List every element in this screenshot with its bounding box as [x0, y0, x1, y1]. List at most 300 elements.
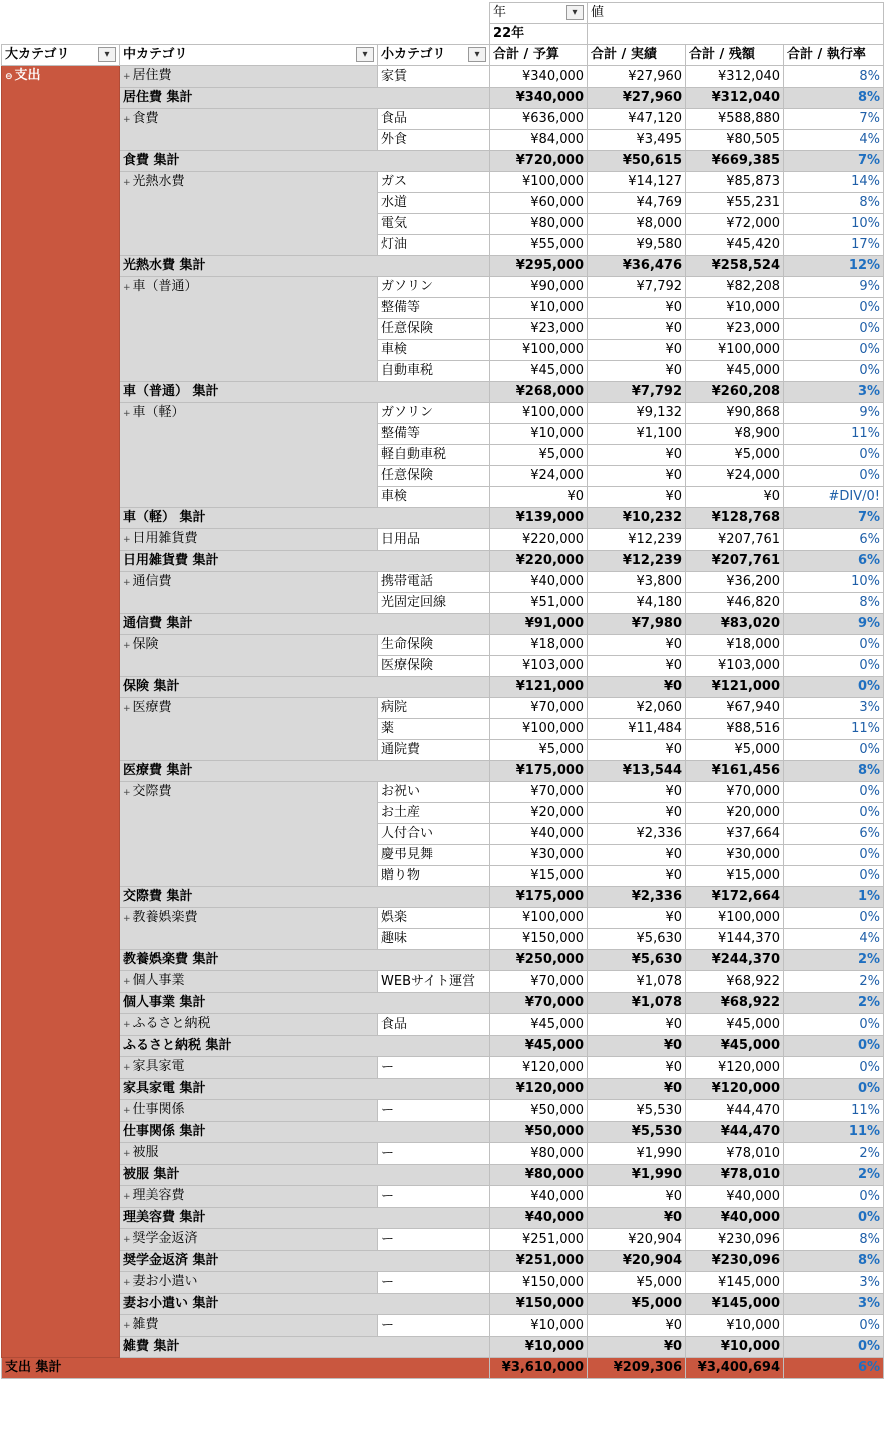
- minor-category-cell[interactable]: 車検: [378, 340, 490, 361]
- remaining-cell[interactable]: ¥5,000: [686, 740, 784, 761]
- rate-cell[interactable]: 6%: [784, 529, 884, 551]
- minor-category-cell[interactable]: 贈り物: [378, 866, 490, 887]
- rate-cell[interactable]: 0%: [784, 340, 884, 361]
- budget-cell[interactable]: ¥10,000: [490, 1315, 588, 1337]
- actual-cell[interactable]: ¥0: [588, 635, 686, 656]
- mid-category-cell[interactable]: [120, 403, 378, 508]
- actual-cell[interactable]: ¥1,100: [588, 424, 686, 445]
- subtotal-remaining[interactable]: ¥161,456: [686, 761, 784, 782]
- mid-category-cell[interactable]: [120, 1014, 378, 1036]
- actual-cell[interactable]: ¥0: [588, 740, 686, 761]
- rate-cell[interactable]: 4%: [784, 929, 884, 950]
- subtotal-remaining[interactable]: ¥40,000: [686, 1208, 784, 1229]
- subtotal-actual[interactable]: ¥2,336: [588, 887, 686, 908]
- actual-cell[interactable]: ¥0: [588, 361, 686, 382]
- subtotal-label[interactable]: 居住費 集計: [120, 88, 490, 109]
- remaining-cell[interactable]: ¥55,231: [686, 193, 784, 214]
- actual-cell[interactable]: ¥14,127: [588, 172, 686, 193]
- minor-category-cell[interactable]: 電気: [378, 214, 490, 235]
- actual-cell[interactable]: ¥0: [588, 1186, 686, 1208]
- minor-category-cell[interactable]: 娯楽: [378, 908, 490, 929]
- minor-category-cell[interactable]: 趣味: [378, 929, 490, 950]
- minor-category-cell[interactable]: WEBサイト運営: [378, 971, 490, 993]
- dropdown-icon[interactable]: ▾: [468, 47, 486, 62]
- budget-cell[interactable]: ¥10,000: [490, 298, 588, 319]
- actual-cell[interactable]: ¥0: [588, 656, 686, 677]
- subtotal-budget[interactable]: ¥175,000: [490, 761, 588, 782]
- col-mid-header[interactable]: [120, 45, 378, 66]
- mid-category-cell[interactable]: [120, 109, 378, 151]
- budget-cell[interactable]: ¥251,000: [490, 1229, 588, 1251]
- rate-cell[interactable]: 0%: [784, 445, 884, 466]
- subtotal-label[interactable]: 仕事関係 集計: [120, 1122, 490, 1143]
- minor-category-cell[interactable]: 任意保険: [378, 466, 490, 487]
- mid-category-cell[interactable]: [120, 635, 378, 677]
- subtotal-remaining[interactable]: ¥83,020: [686, 614, 784, 635]
- subtotal-label[interactable]: 教養娯楽費 集計: [120, 950, 490, 971]
- rate-cell[interactable]: 0%: [784, 845, 884, 866]
- mid-category-cell[interactable]: [120, 971, 378, 993]
- subtotal-actual[interactable]: ¥0: [588, 1208, 686, 1229]
- remaining-cell[interactable]: ¥40,000: [686, 1186, 784, 1208]
- subtotal-label[interactable]: 日用雑貨費 集計: [120, 551, 490, 572]
- remaining-cell[interactable]: ¥10,000: [686, 1315, 784, 1337]
- mid-category-cell[interactable]: [120, 698, 378, 761]
- mid-category-cell[interactable]: [120, 1100, 378, 1122]
- subtotal-remaining[interactable]: ¥44,470: [686, 1122, 784, 1143]
- subtotal-actual[interactable]: ¥27,960: [588, 88, 686, 109]
- budget-cell[interactable]: ¥103,000: [490, 656, 588, 677]
- remaining-cell[interactable]: ¥8,900: [686, 424, 784, 445]
- remaining-cell[interactable]: ¥312,040: [686, 66, 784, 88]
- remaining-cell[interactable]: ¥67,940: [686, 698, 784, 719]
- remaining-cell[interactable]: ¥5,000: [686, 445, 784, 466]
- subtotal-actual[interactable]: ¥10,232: [588, 508, 686, 529]
- rate-cell[interactable]: 7%: [784, 109, 884, 130]
- subtotal-rate[interactable]: 0%: [784, 677, 884, 698]
- remaining-cell[interactable]: ¥120,000: [686, 1057, 784, 1079]
- actual-cell[interactable]: ¥11,484: [588, 719, 686, 740]
- actual-cell[interactable]: ¥2,336: [588, 824, 686, 845]
- budget-cell[interactable]: ¥150,000: [490, 929, 588, 950]
- mid-category-cell[interactable]: [120, 908, 378, 950]
- subtotal-budget[interactable]: ¥250,000: [490, 950, 588, 971]
- budget-cell[interactable]: ¥90,000: [490, 277, 588, 298]
- actual-cell[interactable]: ¥4,180: [588, 593, 686, 614]
- budget-cell[interactable]: ¥51,000: [490, 593, 588, 614]
- subtotal-rate[interactable]: 2%: [784, 993, 884, 1014]
- remaining-cell[interactable]: ¥23,000: [686, 319, 784, 340]
- subtotal-remaining[interactable]: ¥78,010: [686, 1165, 784, 1186]
- subtotal-rate[interactable]: 0%: [784, 1337, 884, 1358]
- actual-cell[interactable]: ¥9,132: [588, 403, 686, 424]
- actual-cell[interactable]: ¥0: [588, 1014, 686, 1036]
- subtotal-label[interactable]: 車（普通） 集計: [120, 382, 490, 403]
- expand-icon[interactable]: +: [123, 535, 131, 545]
- actual-cell[interactable]: ¥0: [588, 487, 686, 508]
- minor-category-cell[interactable]: ー: [378, 1315, 490, 1337]
- subtotal-actual[interactable]: ¥20,904: [588, 1251, 686, 1272]
- budget-cell[interactable]: ¥636,000: [490, 109, 588, 130]
- subtotal-remaining[interactable]: ¥68,922: [686, 993, 784, 1014]
- remaining-cell[interactable]: ¥18,000: [686, 635, 784, 656]
- subtotal-label[interactable]: 個人事業 集計: [120, 993, 490, 1014]
- subtotal-remaining[interactable]: ¥669,385: [686, 151, 784, 172]
- minor-category-cell[interactable]: 自動車税: [378, 361, 490, 382]
- mid-category-cell[interactable]: [120, 1186, 378, 1208]
- rate-cell[interactable]: 17%: [784, 235, 884, 256]
- remaining-cell[interactable]: ¥68,922: [686, 971, 784, 993]
- subtotal-rate[interactable]: 0%: [784, 1208, 884, 1229]
- subtotal-remaining[interactable]: ¥172,664: [686, 887, 784, 908]
- subtotal-actual[interactable]: ¥5,530: [588, 1122, 686, 1143]
- budget-cell[interactable]: ¥70,000: [490, 971, 588, 993]
- subtotal-budget[interactable]: ¥91,000: [490, 614, 588, 635]
- subtotal-rate[interactable]: 8%: [784, 761, 884, 782]
- rate-cell[interactable]: 2%: [784, 1143, 884, 1165]
- subtotal-label[interactable]: 奨学金返済 集計: [120, 1251, 490, 1272]
- col-minor-header[interactable]: [378, 45, 490, 66]
- subtotal-label[interactable]: 光熱水費 集計: [120, 256, 490, 277]
- expand-icon[interactable]: +: [123, 1321, 131, 1331]
- subtotal-rate[interactable]: 8%: [784, 88, 884, 109]
- expand-icon[interactable]: +: [123, 178, 131, 188]
- subtotal-remaining[interactable]: ¥244,370: [686, 950, 784, 971]
- remaining-cell[interactable]: ¥588,880: [686, 109, 784, 130]
- actual-cell[interactable]: ¥12,239: [588, 529, 686, 551]
- rate-cell[interactable]: 3%: [784, 698, 884, 719]
- subtotal-label[interactable]: 理美容費 集計: [120, 1208, 490, 1229]
- budget-cell[interactable]: ¥70,000: [490, 698, 588, 719]
- remaining-cell[interactable]: ¥90,868: [686, 403, 784, 424]
- mid-category-cell[interactable]: [120, 1143, 378, 1165]
- budget-cell[interactable]: ¥40,000: [490, 824, 588, 845]
- rate-cell[interactable]: 0%: [784, 635, 884, 656]
- actual-cell[interactable]: ¥2,060: [588, 698, 686, 719]
- minor-category-cell[interactable]: ー: [378, 1272, 490, 1294]
- rate-cell[interactable]: 8%: [784, 66, 884, 88]
- actual-cell[interactable]: ¥4,769: [588, 193, 686, 214]
- subtotal-label[interactable]: 食費 集計: [120, 151, 490, 172]
- subtotal-budget[interactable]: ¥340,000: [490, 88, 588, 109]
- minor-category-cell[interactable]: 家賃: [378, 66, 490, 88]
- subtotal-rate[interactable]: 7%: [784, 151, 884, 172]
- budget-cell[interactable]: ¥45,000: [490, 361, 588, 382]
- subtotal-label[interactable]: 被服 集計: [120, 1165, 490, 1186]
- expand-icon[interactable]: +: [123, 1235, 131, 1245]
- actual-cell[interactable]: ¥3,800: [588, 572, 686, 593]
- remaining-cell[interactable]: ¥144,370: [686, 929, 784, 950]
- subtotal-label[interactable]: 車（軽） 集計: [120, 508, 490, 529]
- subtotal-budget[interactable]: ¥295,000: [490, 256, 588, 277]
- minor-category-cell[interactable]: ー: [378, 1143, 490, 1165]
- budget-cell[interactable]: ¥100,000: [490, 403, 588, 424]
- subtotal-rate[interactable]: 3%: [784, 382, 884, 403]
- subtotal-remaining[interactable]: ¥258,524: [686, 256, 784, 277]
- remaining-cell[interactable]: ¥37,664: [686, 824, 784, 845]
- major-category-cell[interactable]: [2, 66, 120, 1358]
- remaining-cell[interactable]: ¥100,000: [686, 908, 784, 929]
- rate-cell[interactable]: 8%: [784, 593, 884, 614]
- budget-cell[interactable]: ¥40,000: [490, 572, 588, 593]
- subtotal-rate[interactable]: 3%: [784, 1294, 884, 1315]
- subtotal-label[interactable]: 医療費 集計: [120, 761, 490, 782]
- rate-cell[interactable]: 0%: [784, 1186, 884, 1208]
- subtotal-remaining[interactable]: ¥207,761: [686, 551, 784, 572]
- collapse-icon[interactable]: ⊖: [5, 72, 13, 82]
- minor-category-cell[interactable]: 車検: [378, 487, 490, 508]
- subtotal-actual[interactable]: ¥0: [588, 677, 686, 698]
- budget-cell[interactable]: ¥100,000: [490, 340, 588, 361]
- budget-cell[interactable]: ¥80,000: [490, 214, 588, 235]
- budget-cell[interactable]: ¥45,000: [490, 1014, 588, 1036]
- subtotal-remaining[interactable]: ¥312,040: [686, 88, 784, 109]
- budget-cell[interactable]: ¥5,000: [490, 740, 588, 761]
- budget-cell[interactable]: ¥100,000: [490, 908, 588, 929]
- subtotal-remaining[interactable]: ¥145,000: [686, 1294, 784, 1315]
- rate-cell[interactable]: 11%: [784, 424, 884, 445]
- subtotal-remaining[interactable]: ¥45,000: [686, 1036, 784, 1057]
- rate-cell[interactable]: 11%: [784, 1100, 884, 1122]
- filter-dropdown-icon[interactable]: ▾: [566, 5, 584, 20]
- minor-category-cell[interactable]: 光固定回線: [378, 593, 490, 614]
- minor-category-cell[interactable]: 外食: [378, 130, 490, 151]
- rate-cell[interactable]: 3%: [784, 1272, 884, 1294]
- subtotal-rate[interactable]: 2%: [784, 950, 884, 971]
- rate-cell[interactable]: 0%: [784, 466, 884, 487]
- mid-category-cell[interactable]: [120, 1315, 378, 1337]
- expand-icon[interactable]: +: [123, 1192, 131, 1202]
- actual-cell[interactable]: ¥0: [588, 908, 686, 929]
- rate-cell[interactable]: 2%: [784, 971, 884, 993]
- subtotal-budget[interactable]: ¥175,000: [490, 887, 588, 908]
- subtotal-rate[interactable]: 2%: [784, 1165, 884, 1186]
- subtotal-actual[interactable]: ¥5,630: [588, 950, 686, 971]
- expand-icon[interactable]: +: [123, 578, 131, 588]
- minor-category-cell[interactable]: 水道: [378, 193, 490, 214]
- subtotal-budget[interactable]: ¥139,000: [490, 508, 588, 529]
- subtotal-remaining[interactable]: ¥121,000: [686, 677, 784, 698]
- remaining-cell[interactable]: ¥103,000: [686, 656, 784, 677]
- mid-category-cell[interactable]: [120, 277, 378, 382]
- rate-cell[interactable]: 0%: [784, 803, 884, 824]
- minor-category-cell[interactable]: 食品: [378, 1014, 490, 1036]
- actual-cell[interactable]: ¥0: [588, 782, 686, 803]
- budget-cell[interactable]: ¥80,000: [490, 1143, 588, 1165]
- mid-category-cell[interactable]: [120, 1272, 378, 1294]
- actual-cell[interactable]: ¥5,630: [588, 929, 686, 950]
- subtotal-budget[interactable]: ¥220,000: [490, 551, 588, 572]
- minor-category-cell[interactable]: 病院: [378, 698, 490, 719]
- filter-dropdown-icon[interactable]: ▾: [356, 47, 374, 62]
- actual-cell[interactable]: ¥5,530: [588, 1100, 686, 1122]
- actual-cell[interactable]: ¥3,495: [588, 130, 686, 151]
- subtotal-actual[interactable]: ¥5,000: [588, 1294, 686, 1315]
- mid-category-cell[interactable]: [120, 1229, 378, 1251]
- subtotal-label[interactable]: 通信費 集計: [120, 614, 490, 635]
- actual-cell[interactable]: ¥1,078: [588, 971, 686, 993]
- subtotal-budget[interactable]: ¥40,000: [490, 1208, 588, 1229]
- expand-icon[interactable]: +: [123, 704, 131, 714]
- mid-category-cell[interactable]: [120, 172, 378, 256]
- subtotal-rate[interactable]: 11%: [784, 1122, 884, 1143]
- remaining-cell[interactable]: ¥10,000: [686, 298, 784, 319]
- subtotal-budget[interactable]: ¥121,000: [490, 677, 588, 698]
- minor-category-cell[interactable]: ー: [378, 1229, 490, 1251]
- remaining-cell[interactable]: ¥207,761: [686, 529, 784, 551]
- rate-cell[interactable]: 0%: [784, 908, 884, 929]
- remaining-cell[interactable]: ¥85,873: [686, 172, 784, 193]
- actual-cell[interactable]: ¥0: [588, 466, 686, 487]
- remaining-cell[interactable]: ¥15,000: [686, 866, 784, 887]
- minor-category-cell[interactable]: 食品: [378, 109, 490, 130]
- mid-category-cell[interactable]: [120, 66, 378, 88]
- subtotal-remaining[interactable]: ¥120,000: [686, 1079, 784, 1100]
- actual-cell[interactable]: ¥20,904: [588, 1229, 686, 1251]
- subtotal-label[interactable]: 雑費 集計: [120, 1337, 490, 1358]
- subtotal-actual[interactable]: ¥13,544: [588, 761, 686, 782]
- rate-cell[interactable]: 10%: [784, 214, 884, 235]
- remaining-cell[interactable]: ¥44,470: [686, 1100, 784, 1122]
- subtotal-budget[interactable]: ¥80,000: [490, 1165, 588, 1186]
- expand-icon[interactable]: +: [123, 72, 131, 82]
- budget-cell[interactable]: ¥5,000: [490, 445, 588, 466]
- minor-category-cell[interactable]: 携帯電話: [378, 572, 490, 593]
- rate-cell[interactable]: 0%: [784, 319, 884, 340]
- subtotal-budget[interactable]: ¥50,000: [490, 1122, 588, 1143]
- mid-category-cell[interactable]: [120, 782, 378, 887]
- actual-cell[interactable]: ¥1,990: [588, 1143, 686, 1165]
- actual-cell[interactable]: ¥0: [588, 298, 686, 319]
- remaining-cell[interactable]: ¥82,208: [686, 277, 784, 298]
- expand-icon[interactable]: +: [123, 1149, 131, 1159]
- actual-cell[interactable]: ¥0: [588, 803, 686, 824]
- rate-cell[interactable]: 0%: [784, 1057, 884, 1079]
- budget-cell[interactable]: ¥60,000: [490, 193, 588, 214]
- remaining-cell[interactable]: ¥45,420: [686, 235, 784, 256]
- year-field-header[interactable]: [490, 3, 588, 24]
- subtotal-actual[interactable]: ¥0: [588, 1337, 686, 1358]
- subtotal-rate[interactable]: 0%: [784, 1036, 884, 1057]
- actual-cell[interactable]: ¥27,960: [588, 66, 686, 88]
- actual-cell[interactable]: ¥0: [588, 1315, 686, 1337]
- actual-cell[interactable]: ¥7,792: [588, 277, 686, 298]
- subtotal-actual[interactable]: ¥36,476: [588, 256, 686, 277]
- subtotal-actual[interactable]: ¥1,990: [588, 1165, 686, 1186]
- budget-cell[interactable]: ¥84,000: [490, 130, 588, 151]
- budget-cell[interactable]: ¥0: [490, 487, 588, 508]
- budget-cell[interactable]: ¥10,000: [490, 424, 588, 445]
- actual-cell[interactable]: ¥0: [588, 845, 686, 866]
- subtotal-label[interactable]: 保険 集計: [120, 677, 490, 698]
- subtotal-remaining[interactable]: ¥128,768: [686, 508, 784, 529]
- subtotal-budget[interactable]: ¥120,000: [490, 1079, 588, 1100]
- rate-cell[interactable]: 0%: [784, 298, 884, 319]
- expand-icon[interactable]: +: [123, 283, 131, 293]
- expand-icon[interactable]: +: [123, 1106, 131, 1116]
- subtotal-label[interactable]: 妻お小遣い 集計: [120, 1294, 490, 1315]
- rate-cell[interactable]: 10%: [784, 572, 884, 593]
- subtotal-budget[interactable]: ¥45,000: [490, 1036, 588, 1057]
- subtotal-label[interactable]: 交際費 集計: [120, 887, 490, 908]
- actual-cell[interactable]: ¥0: [588, 866, 686, 887]
- minor-category-cell[interactable]: ガソリン: [378, 403, 490, 424]
- minor-category-cell[interactable]: 薬: [378, 719, 490, 740]
- subtotal-rate[interactable]: 8%: [784, 1251, 884, 1272]
- budget-cell[interactable]: ¥15,000: [490, 866, 588, 887]
- grand-total-label[interactable]: 支出 集計: [2, 1358, 490, 1379]
- subtotal-actual[interactable]: ¥0: [588, 1079, 686, 1100]
- subtotal-rate[interactable]: 6%: [784, 551, 884, 572]
- remaining-cell[interactable]: ¥70,000: [686, 782, 784, 803]
- minor-category-cell[interactable]: ー: [378, 1057, 490, 1079]
- subtotal-label[interactable]: 家具家電 集計: [120, 1079, 490, 1100]
- subtotal-budget[interactable]: ¥150,000: [490, 1294, 588, 1315]
- budget-cell[interactable]: ¥30,000: [490, 845, 588, 866]
- mid-category-cell[interactable]: [120, 529, 378, 551]
- rate-cell[interactable]: 0%: [784, 1014, 884, 1036]
- actual-cell[interactable]: ¥0: [588, 340, 686, 361]
- subtotal-rate[interactable]: 0%: [784, 1079, 884, 1100]
- subtotal-actual[interactable]: ¥7,980: [588, 614, 686, 635]
- minor-category-cell[interactable]: 任意保険: [378, 319, 490, 340]
- minor-category-cell[interactable]: 日用品: [378, 529, 490, 551]
- expand-icon[interactable]: +: [123, 641, 131, 651]
- remaining-cell[interactable]: ¥100,000: [686, 340, 784, 361]
- rate-cell[interactable]: 9%: [784, 277, 884, 298]
- subtotal-rate[interactable]: 1%: [784, 887, 884, 908]
- remaining-cell[interactable]: ¥24,000: [686, 466, 784, 487]
- minor-category-cell[interactable]: ガス: [378, 172, 490, 193]
- rate-cell[interactable]: 8%: [784, 1229, 884, 1251]
- actual-cell[interactable]: ¥0: [588, 1057, 686, 1079]
- remaining-cell[interactable]: ¥72,000: [686, 214, 784, 235]
- expand-icon[interactable]: +: [123, 788, 131, 798]
- minor-category-cell[interactable]: 整備等: [378, 424, 490, 445]
- minor-category-cell[interactable]: 人付合い: [378, 824, 490, 845]
- budget-cell[interactable]: ¥18,000: [490, 635, 588, 656]
- rate-cell[interactable]: 0%: [784, 1315, 884, 1337]
- minor-category-cell[interactable]: 慶弔見舞: [378, 845, 490, 866]
- budget-cell[interactable]: ¥100,000: [490, 719, 588, 740]
- budget-cell[interactable]: ¥70,000: [490, 782, 588, 803]
- expand-icon[interactable]: +: [123, 1063, 131, 1073]
- filter-dropdown-icon[interactable]: ▾: [98, 47, 116, 62]
- actual-cell[interactable]: ¥5,000: [588, 1272, 686, 1294]
- expand-icon[interactable]: +: [123, 914, 131, 924]
- rate-cell[interactable]: #DIV/0!: [784, 487, 884, 508]
- expand-icon[interactable]: +: [123, 977, 131, 987]
- subtotal-rate[interactable]: 12%: [784, 256, 884, 277]
- expand-icon[interactable]: +: [123, 1278, 131, 1288]
- subtotal-actual[interactable]: ¥50,615: [588, 151, 686, 172]
- subtotal-actual[interactable]: ¥7,792: [588, 382, 686, 403]
- rate-cell[interactable]: 14%: [784, 172, 884, 193]
- remaining-cell[interactable]: ¥20,000: [686, 803, 784, 824]
- actual-cell[interactable]: ¥47,120: [588, 109, 686, 130]
- actual-cell[interactable]: ¥8,000: [588, 214, 686, 235]
- budget-cell[interactable]: ¥100,000: [490, 172, 588, 193]
- remaining-cell[interactable]: ¥30,000: [686, 845, 784, 866]
- minor-category-cell[interactable]: 生命保険: [378, 635, 490, 656]
- subtotal-actual[interactable]: ¥1,078: [588, 993, 686, 1014]
- rate-cell[interactable]: 8%: [784, 193, 884, 214]
- rate-cell[interactable]: 0%: [784, 361, 884, 382]
- minor-category-cell[interactable]: 整備等: [378, 298, 490, 319]
- budget-cell[interactable]: ¥220,000: [490, 529, 588, 551]
- minor-category-cell[interactable]: 灯油: [378, 235, 490, 256]
- grand-total-rate[interactable]: 6%: [784, 1358, 884, 1379]
